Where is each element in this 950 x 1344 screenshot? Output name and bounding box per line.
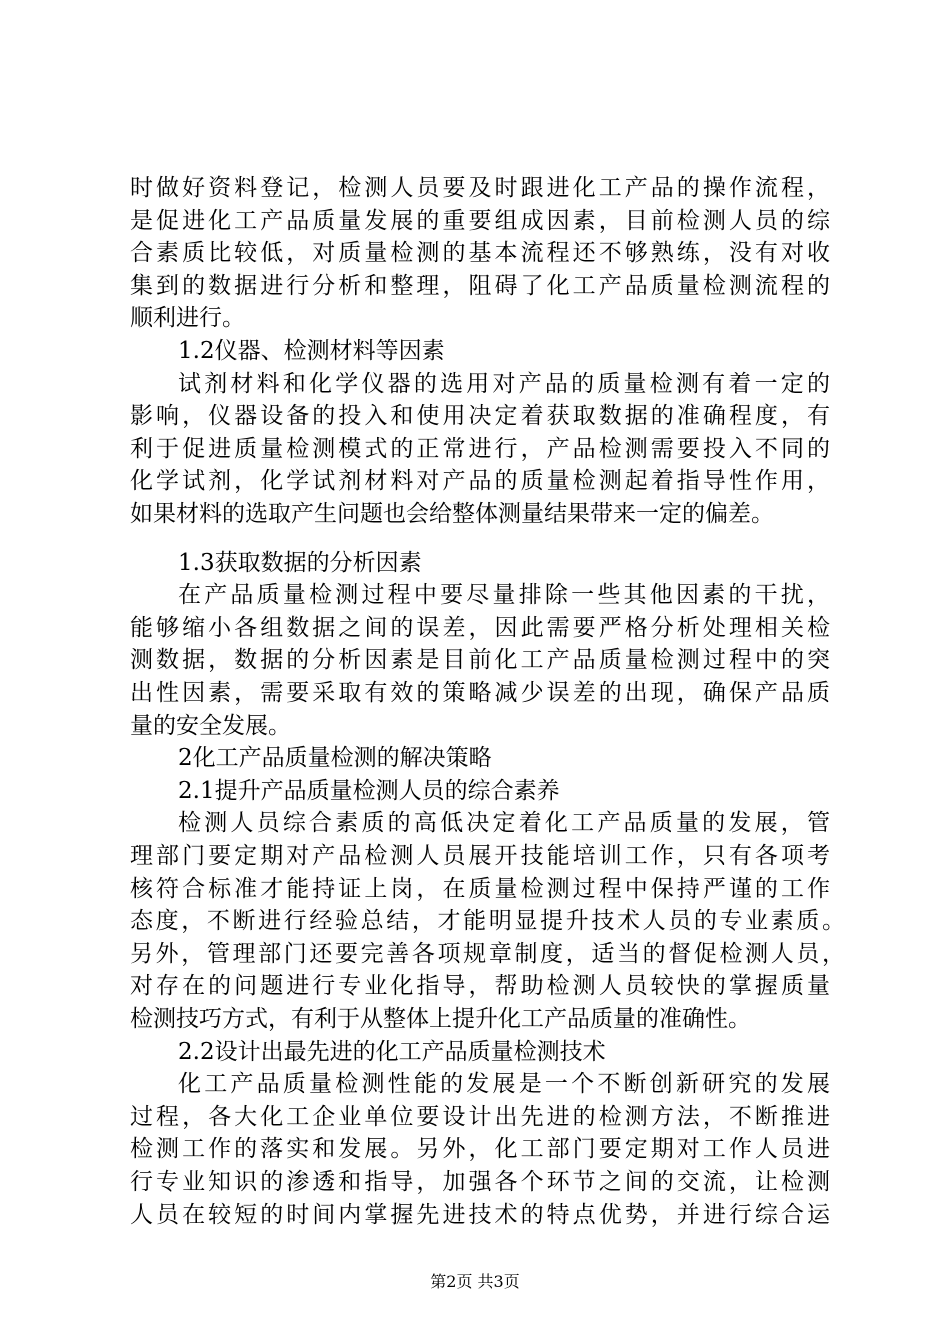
paragraph-line: 人员在较短的时间内掌握先进技术的特点优势，并进行综合运 — [130, 1202, 830, 1228]
paragraph-line: 化工产品质量检测性能的发展是一个不断创新研究的发展 — [178, 1071, 830, 1097]
paragraph-line: 过程，各大化工企业单位要设计出先进的检测方法，不断推进 — [130, 1104, 830, 1130]
paragraph-line: 时做好资料登记，检测人员要及时跟进化工产品的操作流程， — [130, 175, 830, 201]
section-heading: 2.2设计出最先进的化工产品质量检测技术 — [178, 1039, 606, 1065]
paragraph-line: 态度，不断进行经验总结，才能明显提升技术人员的专业素质。 — [130, 908, 845, 934]
paragraph-line: 是促进化工产品质量发展的重要组成因素，目前检测人员的综 — [130, 208, 830, 234]
section-heading: 2化工产品质量检测的解决策略 — [178, 745, 492, 771]
paragraph-line: 在产品质量检测过程中要尽量排除一些其他因素的干扰， — [178, 582, 830, 608]
section-heading: 2.1提升产品质量检测人员的综合素养 — [178, 778, 560, 804]
paragraph-line: 量的安全发展。 — [130, 713, 291, 739]
paragraph-line: 顺利进行。 — [130, 305, 245, 331]
page-footer: 第2页 共3页 — [430, 1272, 520, 1291]
paragraph-line: 行专业知识的渗透和指导，加强各个环节之间的交流，让检测 — [130, 1169, 830, 1195]
section-heading: 1.2仪器、检测材料等因素 — [178, 338, 445, 364]
paragraph-line: 检测技巧方式，有利于从整体上提升化工产品质量的准确性。 — [130, 1006, 751, 1032]
paragraph-line: 检测人员综合素质的高低决定着化工产品质量的发展，管 — [178, 810, 830, 836]
paragraph-line: 另外，管理部门还要完善各项规章制度，适当的督促检测人员， — [130, 941, 845, 967]
paragraph-line: 测数据，数据的分析因素是目前化工产品质量检测过程中的突 — [130, 647, 830, 673]
section-heading: 1.3获取数据的分析因素 — [178, 550, 422, 576]
paragraph-line: 化学试剂，化学试剂材料对产品的质量检测起着指导性作用， — [130, 468, 830, 494]
paragraph-line: 出性因素，需要采取有效的策略减少误差的出现，确保产品质 — [130, 680, 830, 706]
paragraph-line: 集到的数据进行分析和整理，阻碍了化工产品质量检测流程的 — [130, 273, 830, 299]
paragraph-line: 试剂材料和化学仪器的选用对产品的质量检测有着一定的 — [178, 371, 830, 397]
paragraph-line: 影响，仪器设备的投入和使用决定着获取数据的准确程度，有 — [130, 403, 830, 429]
paragraph-line: 理部门要定期对产品检测人员展开技能培训工作，只有各项考 — [130, 843, 830, 869]
paragraph-line: 利于促进质量检测模式的正常进行，产品检测需要投入不同的 — [130, 436, 830, 462]
paragraph-line: 检测工作的落实和发展。另外，化工部门要定期对工作人员进 — [130, 1136, 830, 1162]
paragraph-line: 如果材料的选取产生问题也会给整体测量结果带来一定的偏差。 — [130, 501, 774, 527]
paragraph-line: 核符合标准才能持证上岗，在质量检测过程中保持严谨的工作 — [130, 876, 830, 902]
paragraph-line: 对存在的问题进行专业化指导，帮助检测人员较快的掌握质量 — [130, 973, 830, 999]
paragraph-line: 能够缩小各组数据之间的误差，因此需要严格分析处理相关检 — [130, 615, 830, 641]
paragraph-line: 合素质比较低，对质量检测的基本流程还不够熟练，没有对收 — [130, 240, 830, 266]
